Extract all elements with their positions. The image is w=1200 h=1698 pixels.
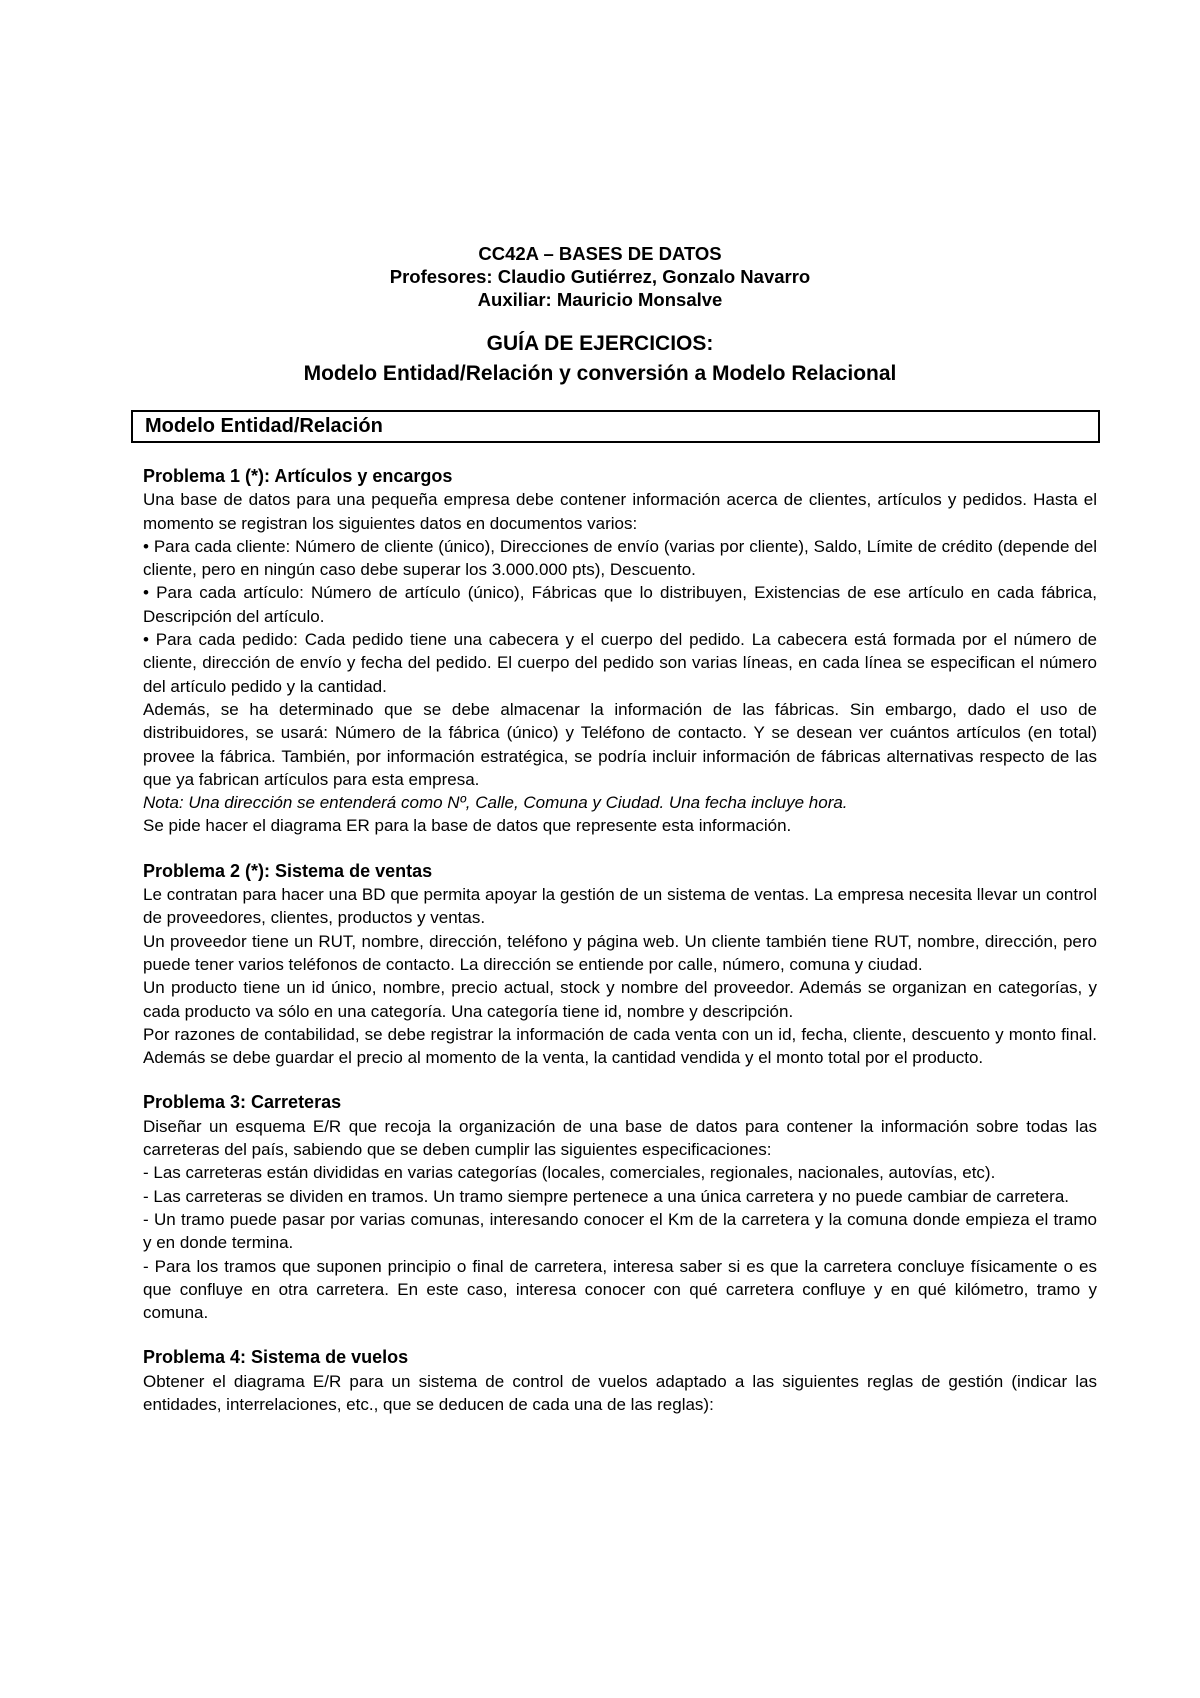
guide-subtitle: Modelo Entidad/Relación y conversión a Modelo Relacional <box>303 362 897 385</box>
paragraph: Se pide hacer el diagrama ER para la base de datos que represente esta información. <box>143 816 792 836</box>
paragraph: Diseñar un esquema E/R que recoja la organización de una base de datos para contener la información sobre todas las carreteras del país, sabiendo que se deben cumplir las siguientes especificaciones: <box>143 1116 1097 1160</box>
section-heading-box: Modelo Entidad/Relación <box>131 410 1100 443</box>
paragraph: Le contratan para hacer una BD que permita apoyar la gestión de un sistema de ventas. La empresa necesita llevar un control de proveedores, clientes, productos y ventas. <box>143 885 1097 928</box>
paragraph: Una base de datos para una pequeña empresa debe contener información acerca de clientes, artículos y pedidos. Hasta el momento se registran los siguientes datos en documentos varios: <box>143 490 1097 533</box>
paragraph: Por razones de contabilidad, se debe registrar la información de cada venta con un id, fecha, cliente, descuento y monto final. Además se debe guardar el precio al momento de la venta, la cantidad vendida y el monto total por el producto. <box>143 1024 1097 1068</box>
problems-content <box>143 465 1097 1438</box>
paragraph: Obtener el diagrama E/R para un sistema de control de vuelos adaptado a las siguientes reglas de gestión (indicar las entidades, interrelaciones, etc., que se deducen de cada una de las reglas): <box>143 1371 1097 1414</box>
problem-1 <box>143 465 1097 838</box>
professors-line: Profesores: Claudio Gutiérrez, Gonzalo Navarro <box>389 266 811 287</box>
guide-title: GUÍA DE EJERCICIOS: <box>486 332 714 355</box>
problem-title: Problema 2 (*): Sistema de ventas <box>143 860 433 881</box>
assistant-line: Auxiliar: Mauricio Monsalve <box>477 289 723 310</box>
course-title: CC42A – BASES DE DATOS <box>478 243 722 264</box>
bullet-paragraph: • Para cada artículo: Número de artículo (único), Fábricas que lo distribuyen, Existencias de ese artículo en cada fábrica, Descripción del artículo. <box>143 583 1097 626</box>
note-paragraph: Nota: Una dirección se entenderá como Nº, Calle, Comuna y Ciudad. Una fecha incluye hora. <box>143 793 848 813</box>
list-paragraph: - Para los tramos que suponen principio o final de carretera, interesa saber si es que la carretera concluye físicamente o es que confluye en otra carretera. En este caso, interesa conocer con qué carretera confluye y en qué kilómetro, tramo y comuna. <box>143 1256 1097 1323</box>
paragraph: Un producto tiene un id único, nombre, precio actual, stock y nombre del proveedor. Además se organizan en categorías, y cada producto va sólo en una categoría. Una categoría tiene id, nombre y descripción. <box>143 978 1097 1021</box>
paragraph: Además, se ha determinado que se debe almacenar la información de las fábricas. Sin embargo, dado el uso de distribuidores, se usará: Número de la fábrica (único) y Teléfono de contacto. Y se desean ver cuántos artículos (en total) provee la fábrica. También, por información estratégica, se podría incluir información de fábricas alternativas respecto de las que ya fabrican artículos para esta empresa. <box>143 699 1097 789</box>
list-paragraph: - Las carreteras están divididas en varias categorías (locales, comerciales, regionales, nacionales, autovías, etc). <box>143 1163 996 1183</box>
bullet-paragraph: • Para cada cliente: Número de cliente (único), Direcciones de envío (varias por cliente), Saldo, Límite de crédito (depende del cliente, pero en ningún caso debe superar los 3.000.000 pts), Descuento. <box>143 536 1097 580</box>
list-paragraph: - Un tramo puede pasar por varias comunas, interesando conocer el Km de la carretera y la comuna donde empieza el tramo y en donde termina. <box>143 1209 1097 1253</box>
problem-title: Problema 4: Sistema de vuelos <box>143 1347 409 1368</box>
list-paragraph: - Las carreteras se dividen en tramos. Un tramo siempre pertenece a una única carretera y no puede cambiar de carretera. <box>143 1186 1070 1206</box>
problem-title: Problema 3: Carreteras <box>143 1092 342 1113</box>
problem-4 <box>143 1346 1097 1416</box>
bullet-paragraph: • Para cada pedido: Cada pedido tiene una cabecera y el cuerpo del pedido. La cabecera está formada por el número de cliente, dirección de envío y fecha del pedido. El cuerpo del pedido son varias líneas, en cada línea se especifican el número del artículo pedido y la cantidad. <box>143 630 1097 696</box>
problem-3 <box>143 1091 1097 1324</box>
document-header <box>0 242 1200 389</box>
problem-title: Problema 1 (*): Artículos y encargos <box>143 466 453 486</box>
problem-2 <box>143 860 1097 1070</box>
paragraph: Un proveedor tiene un RUT, nombre, dirección, teléfono y página web. Un cliente también tiene RUT, nombre, dirección, pero puede tener varios teléfonos de contacto. La dirección se entiende por calle, número, comuna y ciudad. <box>143 931 1097 974</box>
